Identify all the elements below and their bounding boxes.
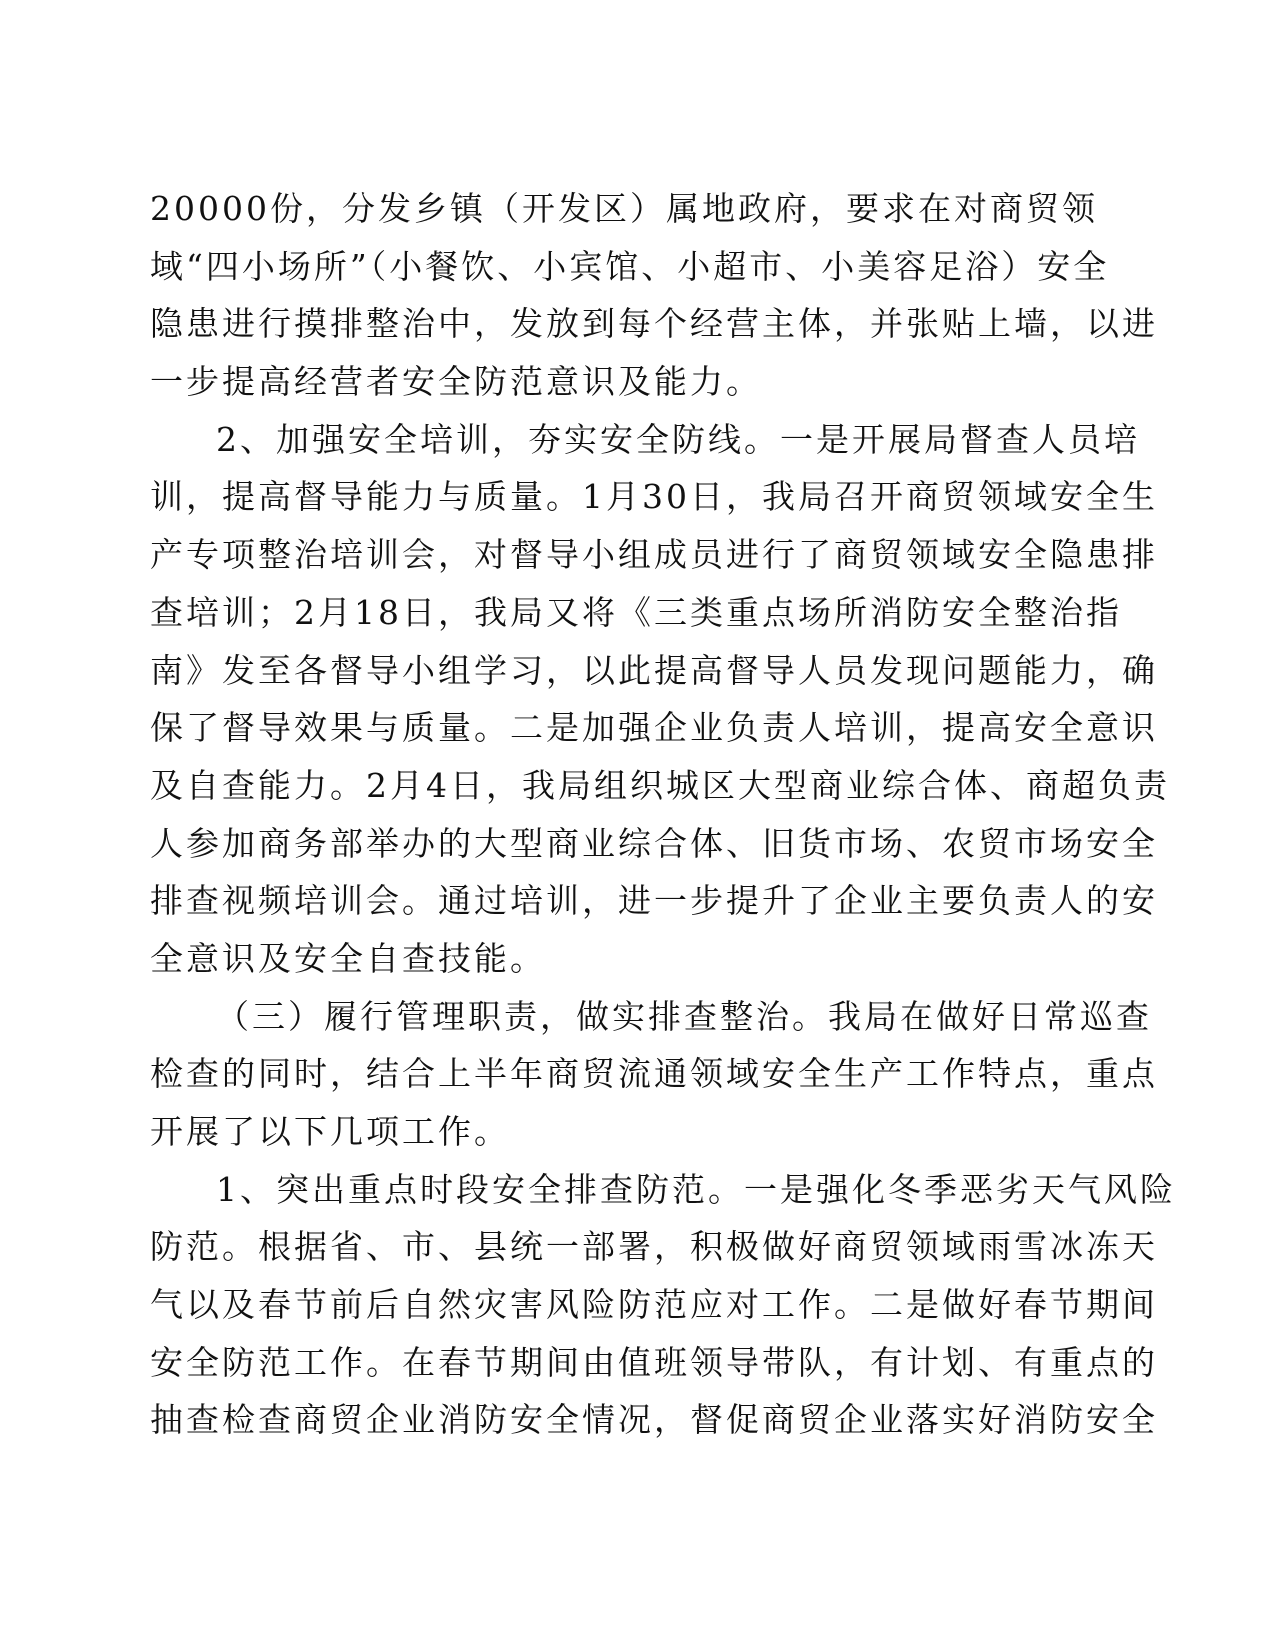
text-line: 训，提高督导能力与质量。1月30日，我局召开商贸领域安全生 xyxy=(150,477,1158,517)
text-line: 一步提高经营者安全防范意识及能力。 xyxy=(150,362,762,402)
text-line: 排查视频培训会。通过培训，进一步提升了企业主要负责人的安 xyxy=(150,881,1158,921)
text-line: 防范。根据省、市、县统一部署，积极做好商贸领域雨雪冰冻天 xyxy=(150,1227,1158,1267)
text-line: 保了督导效果与质量。二是加强企业负责人培训，提高安全意识 xyxy=(150,708,1158,748)
text-line: 人参加商务部举办的大型商业综合体、旧货市场、农贸市场安全 xyxy=(150,823,1158,863)
text-line: 隐患进行摸排整治中，发放到每个经营主体，并张贴上墙，以进 xyxy=(150,304,1158,344)
text-line: 抽查检查商贸企业消防安全情况，督促商贸企业落实好消防安全 xyxy=(150,1400,1158,1440)
text-line: 全意识及安全自查技能。 xyxy=(150,938,546,978)
text-line: 气以及春节前后自然灾害风险防范应对工作。二是做好春节期间 xyxy=(150,1285,1158,1325)
text-line: 及自查能力。2月4日，我局组织城区大型商业综合体、商超负责 xyxy=(150,765,1170,805)
text-line: 开展了以下几项工作。 xyxy=(150,1112,510,1151)
text-line: 域“四小场所”（小餐饮、小宾馆、小超市、小美容足浴）安全 xyxy=(150,246,1110,286)
text-line: 1、突出重点时段安全排查防范。一是强化冬季恶劣天气风险 xyxy=(216,1169,1176,1209)
text-line: 安全防范工作。在春节期间由值班领导带队，有计划、有重点的 xyxy=(150,1342,1158,1382)
text-line: 产专项整治培训会，对督导小组成员进行了商贸领域安全隐患排 xyxy=(150,535,1158,575)
text-line: 查培训；2月18日，我局又将《三类重点场所消防安全整治指 xyxy=(150,592,1122,632)
text-line: 2、加强安全培训，夯实安全防线。一是开展局督查人员培 xyxy=(216,419,1140,459)
text-line: 检查的同时，结合上半年商贸流通领域安全生产工作特点，重点 xyxy=(150,1054,1158,1094)
document-body xyxy=(150,180,1176,1449)
section-heading-line: （三）履行管理职责，做实排查整治。我局在做好日常巡查 xyxy=(216,996,1152,1036)
text-line: 20000份，分发乡镇（开发区）属地政府，要求在对商贸领 xyxy=(150,189,1098,228)
text-line: 南》发至各督导小组学习，以此提高督导人员发现问题能力，确 xyxy=(150,650,1158,690)
